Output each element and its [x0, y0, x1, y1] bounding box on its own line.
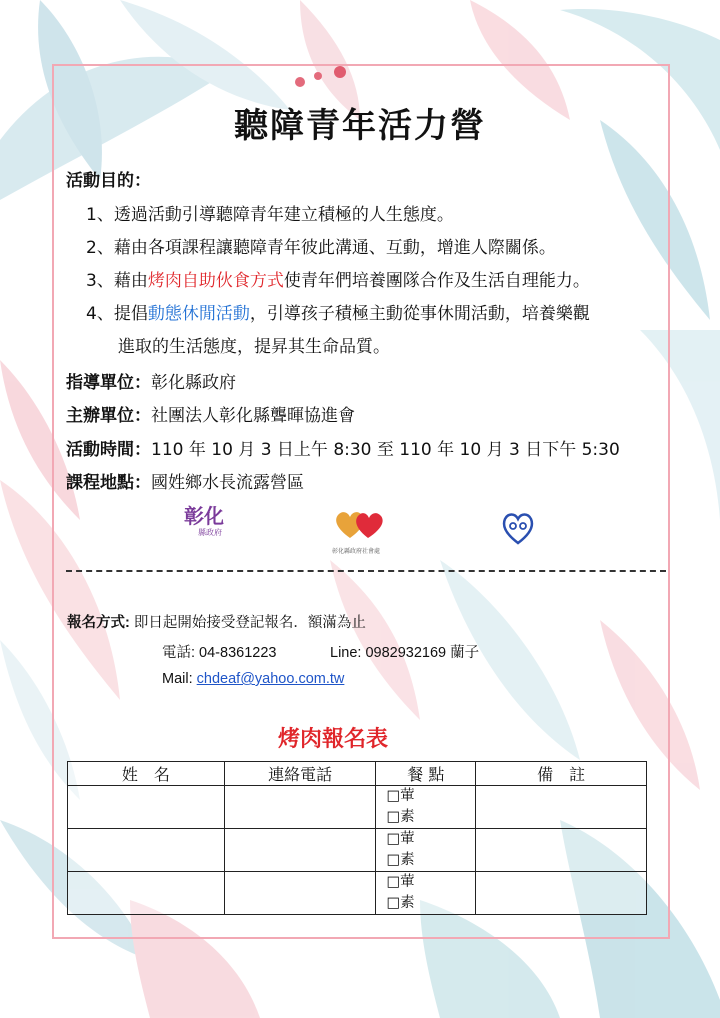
table-row: [68, 829, 647, 872]
time-label: 活動時間：: [66, 440, 151, 460]
logo-sub-text: 縣政府: [198, 528, 222, 537]
item-highlight: 烤肉自助伙食方式: [147, 271, 284, 291]
deaf-association-logo: [500, 510, 536, 546]
meat-checkbox[interactable]: □葷: [386, 874, 415, 890]
page-title: 聽障青年活力營: [234, 106, 486, 146]
event-time: [66, 435, 620, 460]
item-text: ，引導孩子積極主動從事休閒活動，培養樂觀: [249, 304, 590, 324]
association-emblem-icon: [500, 510, 536, 546]
meat-checkbox[interactable]: □葷: [386, 831, 415, 847]
registration-phone: 電話: 04-8361223: [162, 645, 277, 661]
purpose-heading: 活動目的：: [66, 171, 151, 191]
purpose-item-1: [86, 200, 454, 225]
meat-checkbox[interactable]: □葷: [386, 788, 415, 804]
item-text: 藉由各項課程讓聽障青年彼此溝通、互動，增進人際關係。: [113, 238, 556, 258]
heart-icon: [332, 508, 388, 542]
logo-main-text: 彰化: [184, 504, 224, 528]
host-value: 社團法人彰化縣聾暉協進會: [151, 406, 355, 426]
registration-line: Line: 0982932169 蘭子: [330, 645, 480, 661]
name-cell[interactable]: [68, 872, 225, 915]
purpose-item-2: [86, 233, 556, 258]
guide-value: 彰化縣政府: [151, 373, 236, 393]
phone-cell[interactable]: [224, 786, 376, 829]
item-text: 提倡: [113, 304, 148, 324]
place-label: 課程地點：: [66, 473, 151, 493]
note-cell[interactable]: [476, 872, 647, 915]
note-cell[interactable]: [476, 829, 647, 872]
mail-label: Mail:: [162, 671, 197, 687]
event-place: [66, 468, 304, 493]
phone-cell[interactable]: [224, 872, 376, 915]
mail-link[interactable]: chdeaf@yahoo.com.tw: [196, 671, 345, 687]
veg-checkbox[interactable]: □素: [386, 852, 415, 868]
veg-checkbox[interactable]: □素: [386, 895, 415, 911]
item-highlight: 動態休閒活動: [147, 304, 250, 324]
header-meal: 餐 點: [376, 762, 476, 786]
host-label: 主辦單位：: [66, 406, 151, 426]
registration-mail: [162, 671, 344, 687]
dashed-divider: [66, 570, 666, 572]
item-number: 2、: [86, 238, 114, 258]
method-value: 即日起開始接受登記報名．額滿為止: [133, 615, 366, 631]
registration-table: [67, 761, 647, 915]
meal-cell: [376, 786, 476, 829]
purpose-item-3: [86, 266, 590, 291]
guide-unit: [66, 368, 236, 393]
header-note: 備 註: [476, 762, 647, 786]
purpose-item-4: [86, 299, 590, 324]
header-phone: 連絡電話: [224, 762, 376, 786]
name-cell[interactable]: [68, 829, 225, 872]
header-name: 姓 名: [68, 762, 225, 786]
logo-sub-text: 彰化縣政府社會處: [332, 548, 381, 555]
social-affairs-logo: [332, 508, 388, 555]
changhua-county-logo: [184, 505, 244, 545]
item-text: 透過活動引導聽障青年建立積極的人生態度。: [113, 205, 454, 225]
item-number: 3、: [86, 271, 114, 291]
phone-cell[interactable]: [224, 829, 376, 872]
registration-method: [67, 611, 366, 632]
table-header-row: [68, 762, 647, 786]
table-row: [68, 786, 647, 829]
item-text: 使青年們培養團隊合作及生活自理能力。: [283, 271, 590, 291]
meal-cell: [376, 829, 476, 872]
time-value: 110 年 10 月 3 日上午 8:30 至 110 年 10 月 3 日下午 5:30: [151, 440, 620, 460]
method-label: 報名方式:: [67, 615, 130, 631]
note-cell[interactable]: [476, 786, 647, 829]
name-cell[interactable]: [68, 786, 225, 829]
veg-checkbox[interactable]: □素: [386, 809, 415, 825]
guide-label: 指導單位：: [66, 373, 151, 393]
item-number: 1、: [86, 205, 114, 225]
purpose-item-4-continued: 進取的生活態度，提昇其生命品質。: [118, 337, 390, 357]
item-number: 4、: [86, 304, 114, 324]
item-text: 藉由: [113, 271, 148, 291]
form-title: 烤肉報名表: [277, 727, 388, 752]
place-value: 國姓鄉水長流露營區: [151, 473, 304, 493]
table-row: [68, 872, 647, 915]
meal-cell: [376, 872, 476, 915]
host-unit: [66, 401, 355, 426]
